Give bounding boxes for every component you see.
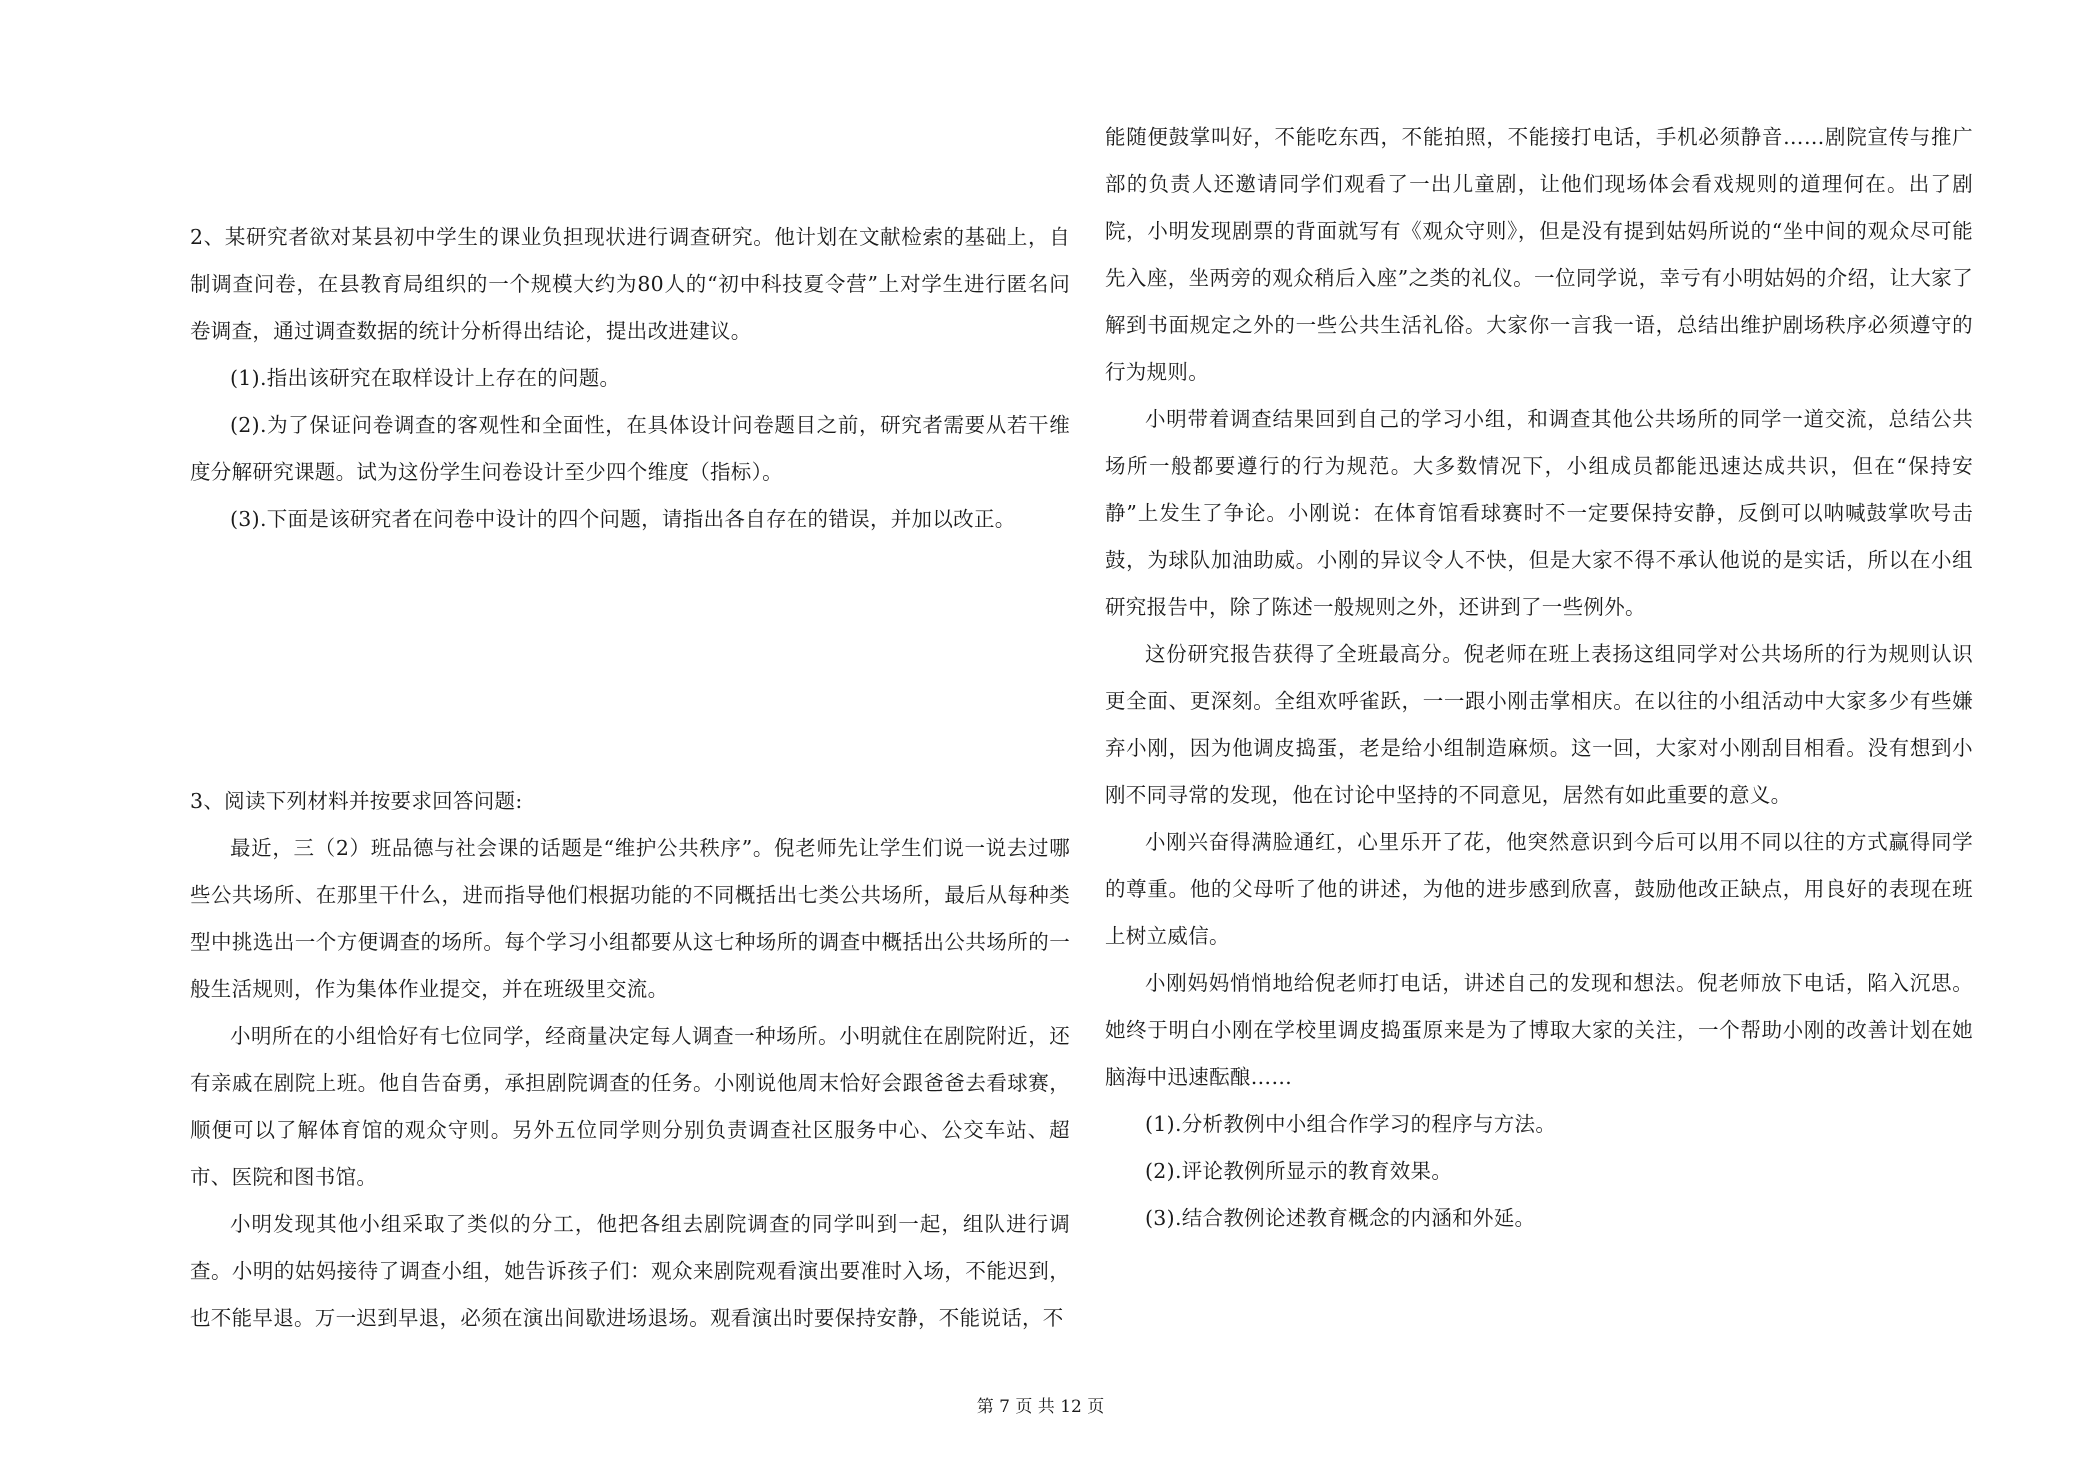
question-3-part-2: (2).评论教例所显示的教育效果。	[1145, 1159, 1453, 1183]
question-3-stem: 3、阅读下列材料并按要求回答问题:	[190, 789, 523, 813]
question-2-stem: 2、某研究者欲对某县初中学生的课业负担现状进行调查研究。他计划在文献检索的基础上，自制调查问卷，在县教育局组织的一个规模大约为80人的“初中科技夏令营”上对学生进行匿名问卷调查，通过调查数据的统计分析得出结论，提出改进建议。	[190, 225, 1070, 343]
question-2-part-2: (2).为了保证问卷调查的客观性和全面性，在具体设计问卷题目之前，研究者需要从若干维度分解研究课题。试为这份学生问卷设计至少四个维度（指标）。	[190, 413, 1070, 484]
question-3-part-1: (1).分析教例中小组合作学习的程序与方法。	[1145, 1112, 1557, 1136]
question-2-part-3: (3).下面是该研究者在问卷中设计的四个问题，请指出各自存在的错误，并加以改正。	[230, 507, 1016, 531]
question-3-paragraph-5: 这份研究报告获得了全班最高分。倪老师在班上表扬这组同学对公共场所的行为规则认识更全面、更深刻。全组欢呼雀跃，一一跟小刚击掌相庆。在以往的小组活动中大家多少有些嫌弃小刚，因为他调皮捣蛋，老是给小组制造麻烦。这一回，大家对小刚刮目相看。没有想到小刚不同寻常的发现，他在讨论中坚持的不同意见，居然有如此重要的意义。	[1105, 642, 1973, 807]
question-2-part-1: (1).指出该研究在取样设计上存在的问题。	[230, 366, 621, 390]
question-3-part-3: (3).结合教例论述教育概念的内涵和外延。	[1145, 1206, 1536, 1230]
question-3-paragraph-6: 小刚兴奋得满脸通红，心里乐开了花，他突然意识到今后可以用不同以往的方式赢得同学的尊重。他的父母听了他的讲述，为他的进步感到欣喜，鼓励他改正缺点，用良好的表现在班上树立威信。	[1105, 830, 1973, 948]
page-number-footer: 第 7 页 共 12 页	[976, 1397, 1105, 1417]
question-3-paragraph-3: 小明发现其他小组采取了类似的分工，他把各组去剧院调查的同学叫到一起，组队进行调查。小明的姑妈接待了调查小组，她告诉孩子们：观众来剧院观看演出要准时入场，不能迟到，也不能早退。万一迟到早退，必须在演出间歇进场退场。观看演出时要保持安静，不能说话，不	[190, 1212, 1070, 1330]
question-3-paragraph-1: 最近，三（2）班品德与社会课的话题是“维护公共秩序”。倪老师先让学生们说一说去过哪些公共场所、在那里干什么，进而指导他们根据功能的不同概括出七类公共场所，最后从每种类型中挑选出一个方便调查的场所。每个学习小组都要从这七种场所的调查中概括出公共场所的一般生活规则，作为集体作业提交，并在班级里交流。	[190, 836, 1070, 1001]
paragraph-3-continued: 能随便鼓掌叫好，不能吃东西，不能拍照，不能接打电话，手机必须静音……剧院宣传与推广部的负责人还邀请同学们观看了一出儿童剧，让他们现场体会看戏规则的道理何在。出了剧院，小明发现剧票的背面就写有《观众守则》，但是没有提到姑妈所说的“坐中间的观众尽可能先入座，坐两旁的观众稍后入座”之类的礼仪。一位同学说，幸亏有小明姑妈的介绍，让大家了解到书面规定之外的一些公共生活礼俗。大家你一言我一语，总结出维护剧场秩序必须遵守的行为规则。	[1105, 125, 1973, 384]
question-3-paragraph-7: 小刚妈妈悄悄地给倪老师打电话，讲述自己的发现和想法。倪老师放下电话，陷入沉思。她终于明白小刚在学校里调皮捣蛋原来是为了博取大家的关注，一个帮助小刚的改善计划在她脑海中迅速酝酿……	[1105, 971, 1973, 1089]
question-3-paragraph-2: 小明所在的小组恰好有七位同学，经商量决定每人调查一种场所。小明就住在剧院附近，还有亲戚在剧院上班。他自告奋勇，承担剧院调查的任务。小刚说他周末恰好会跟爸爸去看球赛，顺便可以了解体育馆的观众守则。另外五位同学则分别负责调查社区服务中心、公交车站、超市、医院和图书馆。	[190, 1024, 1070, 1189]
question-3-paragraph-4: 小明带着调查结果回到自己的学习小组，和调查其他公共场所的同学一道交流，总结公共场所一般都要遵行的行为规范。大多数情况下，小组成员都能迅速达成共识，但在“保持安静”上发生了争论。小刚说：在体育馆看球赛时不一定要保持安静，反倒可以呐喊鼓掌吹号击鼓，为球队加油助威。小刚的异议令人不快，但是大家不得不承认他说的是实话，所以在小组研究报告中，除了陈述一般规则之外，还讲到了一些例外。	[1105, 407, 1973, 619]
